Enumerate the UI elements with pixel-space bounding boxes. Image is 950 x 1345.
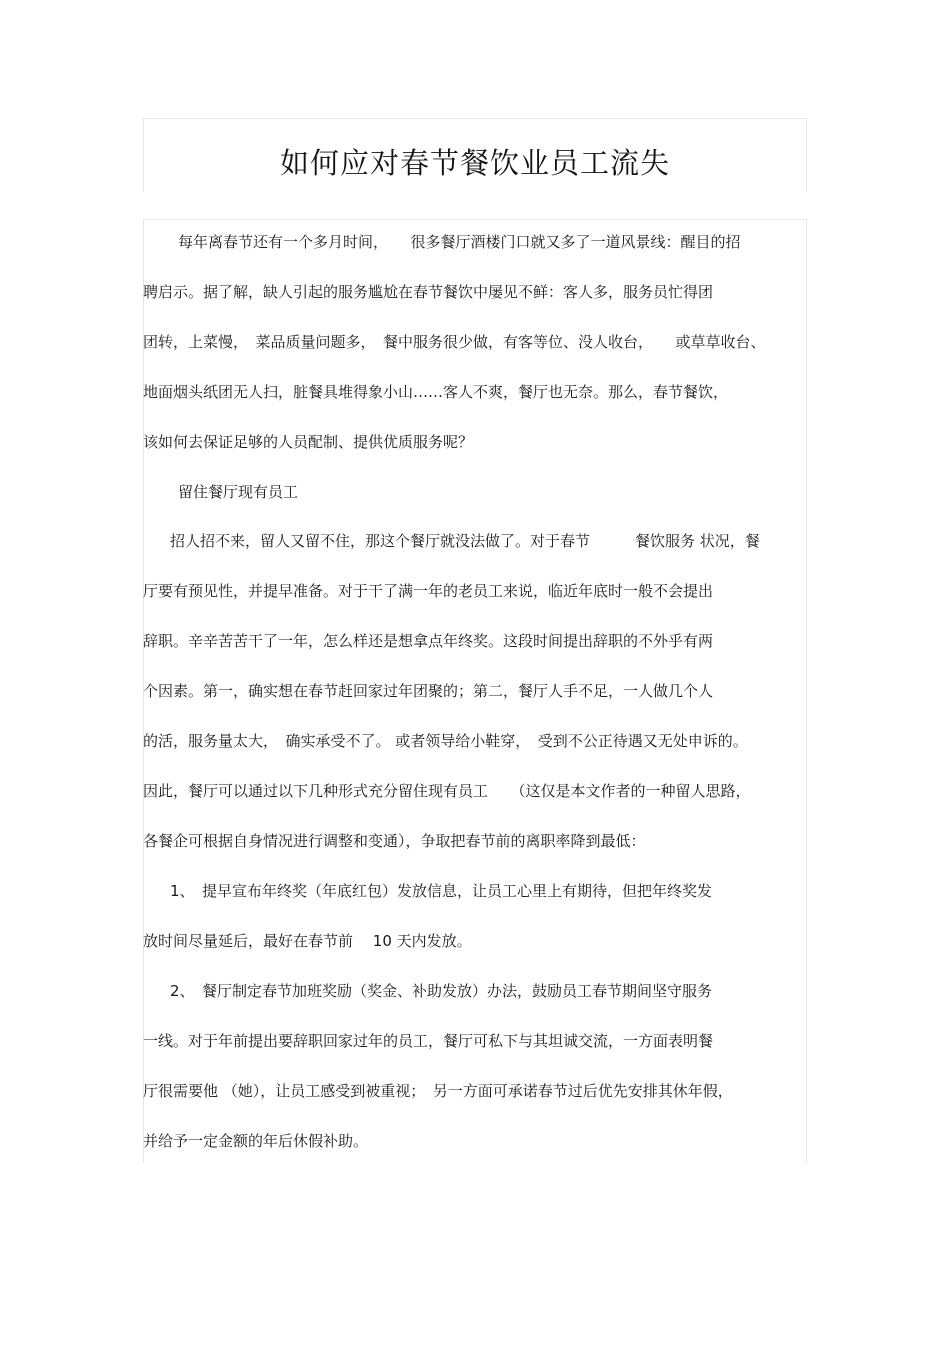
document-title: 如何应对春节餐饮业员工流失: [279, 146, 670, 180]
body-line: 个因素。第一，确实想在春节赶回家过年团聚的；第二，餐厅人手不足，一人做几个人: [143, 682, 714, 700]
body-line: 厅要有预见性，并提早准备。对于干了满一年的老员工来说，临近年底时一般不会提出: [143, 582, 714, 600]
body-line: 并给予一定金额的年后休假补助。: [143, 1132, 369, 1150]
body-line: 放时间尽量延后，最好在春节前 10 天内发放。: [143, 932, 472, 950]
body-line: 辞职。辛辛苦苦干了一年，怎么样还是想拿点年终奖。这段时间提出辞职的不外乎有两: [143, 632, 714, 650]
body-line: 招人招不来，留人又留不住，那这个餐厅就没法做了。对于春节 餐饮服务 状况，餐: [170, 532, 760, 550]
body-line: 一线。对于年前提出要辞职回家过年的员工，餐厅可私下与其坦诚交流，一方面表明餐: [143, 1032, 714, 1050]
list-item: 1、 提早宣布年终奖（年底红包）发放信息，让员工心里上有期待，但把年终奖发: [170, 882, 713, 900]
body-line: 聘启示。据了解，缺人引起的服务尴尬在春节餐饮中屡见不鲜：客人多，服务员忙得团: [143, 283, 714, 301]
body-line: 团转，上菜慢， 菜品质量问题多， 餐中服务很少做，有客等位、没人收台， 或草草收台、: [143, 333, 766, 351]
body-line: 地面烟头纸团无人扫，脏餐具堆得象小山……客人不爽，餐厅也无奈。那么，春节餐饮，: [143, 383, 729, 401]
body-line: 各餐企可根据自身情况进行调整和变通），争取把春节前的离职率降到最低：: [143, 832, 646, 850]
body-line: 因此，餐厅可以通过以下几种形式充分留住现有员工 （这仅是本文作者的一种留人思路，: [143, 782, 751, 800]
list-item: 2、 餐厅制定春节加班奖励（奖金、补助发放）办法，鼓励员工春节期间坚守服务: [170, 982, 713, 1000]
title-frame: [143, 118, 807, 191]
section-heading: 留住餐厅现有员工: [178, 483, 299, 501]
body-line: 该如何去保证足够的人员配制、提供优质服务呢？: [143, 433, 474, 451]
body-line: 的活，服务量太大， 确实承受不了。 或者领导给小鞋穿， 受到不公正待遇又无处申诉的。: [143, 732, 748, 750]
body-line: 每年离春节还有一个多月时间， 很多餐厅酒楼门口就又多了一道风景线：醒目的招: [178, 233, 741, 251]
body-line: 厅很需要他 （她），让员工感受到被重视； 另一方面可承诺春节过后优先安排其休年假，: [143, 1082, 733, 1100]
